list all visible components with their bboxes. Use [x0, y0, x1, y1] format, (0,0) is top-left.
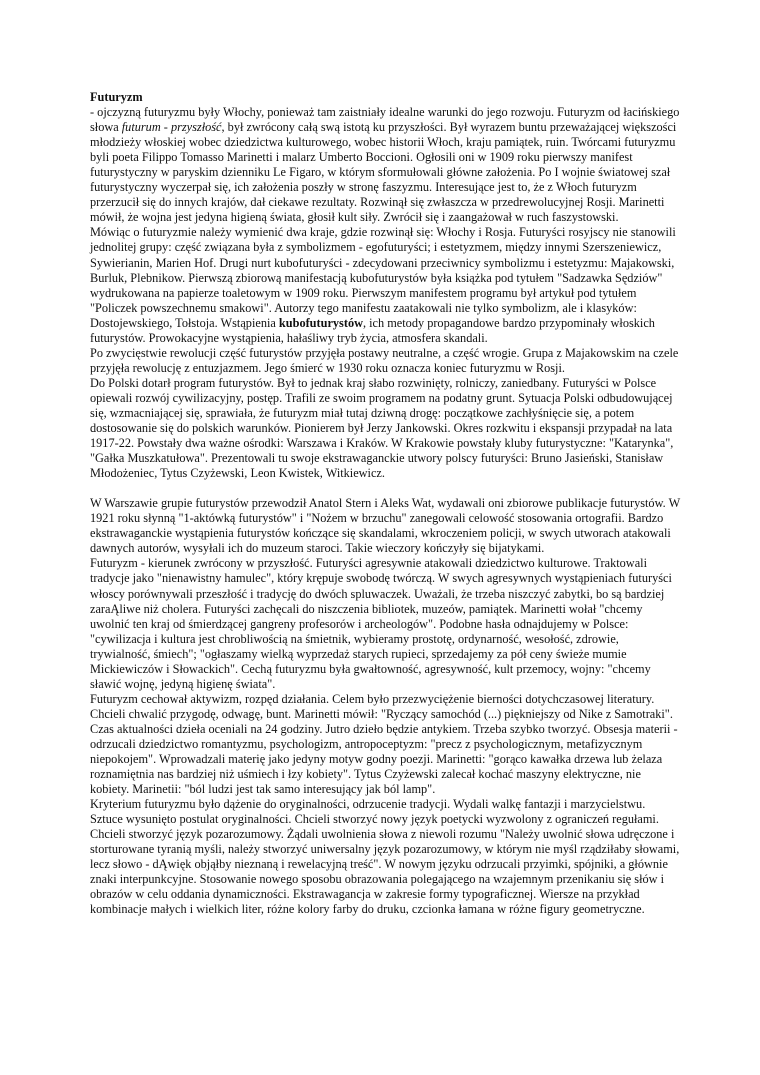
- paragraph-gap: [90, 481, 680, 496]
- paragraph-direction: Futuryzm - kierunek zwrócony w przyszłość. Futuryści agresywnie atakowali dziedzictwo kulturowe. Traktowali tradycje jako "nienawistny hamulec", który krępuje swobodę twórczą. W swych agresywnych wystąpieniach futuryści włoscy porównywali przeszłość i tradycję do dwóch spluwaczek. Uważali, że trzeba niszczyć zabytki, bo są bardziej zaraĄliwe niż cholera. Futuryści zachęcali do niszczenia bibliotek, muzeów, pamiątek. Marinetti wołał "chcemy uwolnić ten kraj od śmierdzącej gangreny profesorów i archeologów". Podobne hasła odnajdujemy w Polsce: "cywilizacja i kultura jest chrobliwością na śmietnik, wybieramy prostotę, ordynarność, wesołość, zdrowie, trywialność, śmiech"; "ogłaszamy wielką wyprzedaż starych rupieci, sprzedajemy za pół ceny świeże mumie Mickiewiczów i Słowackich". Cechą futuryzmu była gwałtowność, agresywność, kult przemocy, wojny: "chcemy sławić wojnę, jedyną higienę świata".: [90, 556, 672, 691]
- document-page: [90, 90, 680, 918]
- paragraph-activism: Futuryzm cechował aktywizm, rozpęd działania. Celem było przezwyciężenie bierności dotychczasowej literatury. Chcieli chwalić przygodę, odwagę, bunt. Marinetti mówił: "Ryczący samochód (...) piękniejszy od Nike z Samotraki". Czas aktualności dzieła oceniali na 24 godziny. Jutro dzieło będzie antykiem. Trzeba szybko tworzyć. Obsesja materii - odrzucali dziedzictwo romantyzmu, psychologizm, antropoceptyzm: "precz z psychologicznym, metafizycznym niepokojem". Wprowadzali materię jako jedyny motyw godny poezji. Marinetti: "gorąco kawałka drzewa lub żelaza roznamiętnia nas bardziej niż uśmiech i łzy kobiety". Tytus Czyżewski zalecał kochać maszyny elektryczne, nie kobiety. Marinetii: "ból ludzi jest tak samo interesujący jak ból lamp".: [90, 691, 678, 797]
- document-title: Futuryzm: [90, 90, 143, 104]
- paragraph-italy-russia-text-a: Mówiąc o futuryzmie należy wymienić dwa kraje, gdzie rozwinął się: Włochy i Rosja. Futuryści rosyjscy nie stanowili jednolitej grupy: część związana była z symbolizmem - egofuturyści; i estetyzmem, między innymi Szerszeniewicz, Sywierianin, Marien Hof. Drugi nurt kubofuturyści - zdecydowani przeciwnicy symbolizmu i estetyzmu: Majakowski, Burluk, Plebnikow. Pierwszą zbiorową manifestacją kubofuturystów była książka pod tytułem "Sadzawka Sędziów" wydrukowana na papierze toaletowym w 1909 roku. Pierwszym manifestem programu był artykuł pod tytułem "Policzek powszechnemu smakowi". Autorzy tego manifestu zaatakowali nie tylko symbolizm, ale i klasyków: Dostojewskiego, Tołstoja. Wstąpienia: [90, 225, 676, 330]
- paragraph-originality: Kryterium futuryzmu było dążenie do oryginalności, odrzucenie tradycji. Wydali walkę fantazji i marzycielstwu. Sztuce wysunięto postulat oryginalności. Chcieli stworzyć nowy język poetycki wyzwolony z ograniczeń regułami. Chcieli stworzyć język pozarozumowy. Żądali uwolnienia słowa z niewoli rozumu "Należy uwolnić słowa udręczone i storturowane tyranią myśli, należy stworzyć uniwersalny język pozarozumowy, w którym nie myśl rządziłaby słowami, lecz słowo - dĄwięk objąłby nieznaną i rewelacyjną treść". W nowym języku odrzucali przyimki, spójniki, a głównie znaki interpunkcyjne. Stosowanie nowego sposobu obrazowania polegającego na wzajemnym przenikaniu się słów i obrazów w celu oddania dynamiczności. Ekstrawagancja w zakresie formy typograficznej. Wiersze na przykład kombinacje małych i wielkich liter, różne kolory farby do druku, czcionka łamana w różne figury geometryczne.: [90, 797, 680, 917]
- paragraph-origins-text-b: , był zwrócony całą swą istotą ku przyszłości. Był wyrazem buntu przeważającej większości młodzieży włoskiej wobec dziedzictwa kulturowego, wobec historii Włoch, kraju pamiątek, ruin. Twórcami futuryzmu byli poeta Filippo Tomasso Marinetti i malarz Umberto Boccioni. Ogłosili oni w 1909 roku pierwszy manifest futurystyczny w paryskim dzienniku Le Figaro, w którym sformułowali główne założenia. Po I wojnie światowej szał futurystyczny wyczerpał się, ich założenia poszły w stronę faszyzmu. Interesujące jest to, że z Włoch futuryzm przerzucił się do innych krajów, dał ciekawe rezultaty. Rozwinął się zwłaszcza w przedrewolucyjnej Rosji. Marinetti mówił, że wojna jest jedyna higieną świata, głosił kult siły. Zwrócił się i zaangażował w ruch faszystowski.: [90, 120, 677, 225]
- paragraph-revolution: Po zwycięstwie rewolucji część futurystów przyjęła postawy neutralne, a część wrogie. Grupa z Majakowskim na czele przyjęła rewolucję z entuzjazmem. Jego śmierć w 1930 roku oznacza koniec futuryzmu w Rosji.: [90, 345, 679, 375]
- paragraph-origins-text-a: - ojczyzną futuryzmu były Włochy, ponieważ tam zaistniały idealne warunki do jego rozwoju. Futuryzm od łacińskiego słowa: [90, 105, 680, 135]
- latin-term: futurum - przyszłość: [121, 120, 222, 135]
- paragraph-italy-russia-text-b: , ich metody propagandowe bardzo przypominały włoskich futurystów. Prowokacyjne wystąpienia, hałaśliwy tryb życia, atmosfera skandali.: [90, 315, 655, 345]
- paragraph-italy-russia: [90, 225, 680, 345]
- kubofuturists-term: kubofuturystów: [278, 315, 363, 330]
- paragraph-poland: Do Polski dotarł program futurystów. Był to jednak kraj słabo rozwinięty, rolniczy, zaniedbany. Futuryści w Polsce opiewali rozwój cywilizacyjny, postęp. Trafili ze swoim programem na podatny grunt. Sytuacja Polski odbudowującej się, wzmacniającej się, sprawiała, że futuryzm miał tutaj dziwną drogę: początkowe zachłyśnięcie się, a potem dostosowanie się do polskich warunków. Pionierem był Jerzy Jankowski. Okres rozkwitu i ekspansji przypadał na lata 1917-22. Powstały dwa ważne ośrodki: Warszawa i Kraków. W Krakowie powstały kluby futurystyczne: "Katarynka", "Gałka Muszkatułowa". Prezentowali tu swoje ekstrawaganckie utwory polscy futuryści: Bruno Jasieński, Stanisław Młodożeniec, Tytus Czyżewski, Leon Kwistek, Witkiewicz.: [90, 375, 674, 481]
- paragraph-warsaw: W Warszawie grupie futurystów przewodził Anatol Stern i Aleks Wat, wydawali oni zbiorowe publikacje futurystów. W 1921 roku słynną "1-aktówką futurystów" i "Nożem w brzuchu" zanegowali celowość stosowania ortografii. Bardzo ekstrawaganckie wystąpienia futurystów kończące się skandalami, wkroczeniem policji, w swych utworach atakowali dawnych autorów, wysyłali ich do muzeum staroci. Takie wieczory kończyły się bijatykami.: [90, 496, 680, 556]
- paragraph-origins: [90, 105, 680, 225]
